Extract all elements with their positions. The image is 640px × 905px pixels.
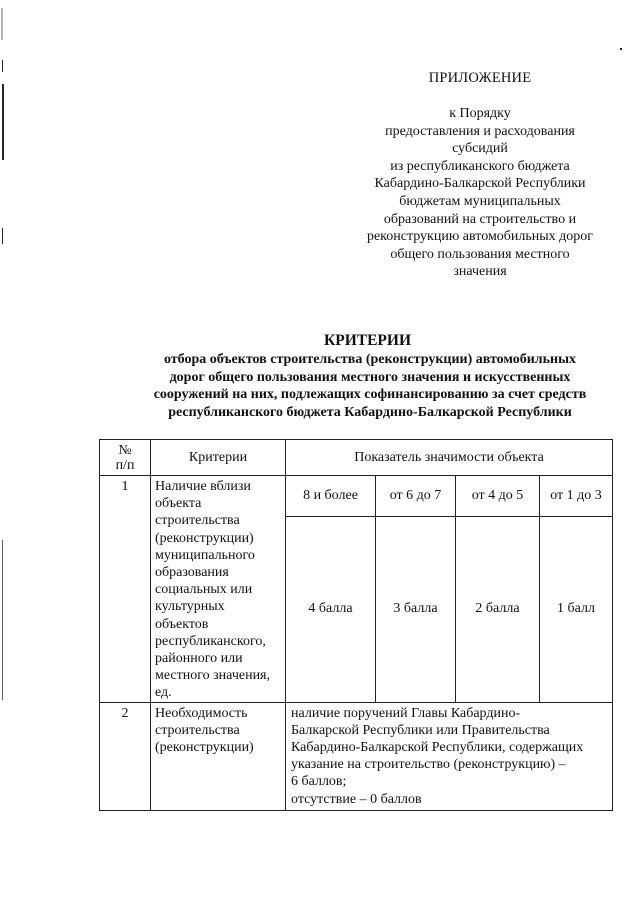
table-row xyxy=(100,476,613,517)
description-line: отсутствие – 0 баллов xyxy=(291,791,422,807)
criteria-line: строительства xyxy=(155,513,240,529)
criteria-title: КРИТЕРИИ xyxy=(323,332,412,349)
description-line: Кабардино-Балкарской Республики, содержащих xyxy=(291,740,584,756)
range-cell: от 6 до 7 xyxy=(376,476,456,517)
appendix-line: из республиканского бюджета xyxy=(390,158,570,174)
score-cell: 3 балла xyxy=(376,517,456,702)
table-header-row xyxy=(100,440,613,476)
table-row xyxy=(100,702,613,810)
appendix-line: значения xyxy=(453,264,507,280)
appendix-line: субсидий xyxy=(452,141,508,157)
criteria-line: районного или xyxy=(155,651,243,667)
score-cell: 2 балла xyxy=(456,517,540,702)
description-line: указание на строительство (реконструкцию) – xyxy=(291,757,566,773)
range-cell: от 4 до 5 xyxy=(456,476,540,517)
header-num-line1: № xyxy=(118,442,132,458)
criteria-line: социальных или xyxy=(155,582,253,598)
scan-mark-2 xyxy=(2,84,4,160)
row-description xyxy=(286,702,613,810)
criteria-line: культурных xyxy=(155,599,225,615)
criteria-line: республиканского, xyxy=(155,633,266,649)
criteria-line: ед. xyxy=(155,685,172,701)
scan-mark-1 xyxy=(2,60,3,72)
description-line: Балкарской Республики или Правительства xyxy=(291,722,550,738)
scan-mark-3 xyxy=(2,228,3,244)
header-num-line2: п/п xyxy=(115,457,135,473)
appendix-line: Кабардино-Балкарской Республики xyxy=(374,176,586,192)
criteria-line: муниципального xyxy=(155,547,255,563)
criteria-subtitle xyxy=(130,351,610,421)
criteria-line: (реконструкции) xyxy=(155,740,254,756)
criteria-subtitle-line: сооружений на них, подлежащих софинансированию за счет средств xyxy=(153,387,587,403)
appendix-subtitle xyxy=(352,105,608,281)
appendix-line: реконструкцию автомобильных дорог xyxy=(366,229,594,245)
score-cell: 1 балл xyxy=(540,517,613,702)
header-num xyxy=(100,440,151,476)
scan-mark-right xyxy=(620,48,622,50)
appendix-line: к Порядку xyxy=(449,106,511,121)
criteria-line: Наличие вблизи xyxy=(155,479,251,494)
range-cell: от 1 до 3 xyxy=(540,476,613,517)
criteria-line: объекта xyxy=(155,496,202,512)
row-num: 1 xyxy=(100,476,151,703)
row-criteria xyxy=(151,476,286,703)
row-num: 2 xyxy=(100,702,151,810)
header-indicator: Показатель значимости объекта xyxy=(286,440,613,476)
appendix-line: предоставления и расходования xyxy=(385,123,575,139)
criteria-subtitle-line: дорог общего пользования местного значения и искусственных xyxy=(169,369,571,385)
appendix-title: ПРИЛОЖЕНИЕ xyxy=(428,70,532,86)
criteria-line: (реконструкции) xyxy=(155,530,254,546)
description-line: наличие поручений Главы Кабардино- xyxy=(291,705,521,721)
description-line: 6 баллов; xyxy=(291,774,347,790)
scan-mark-top xyxy=(1,8,3,40)
criteria-table xyxy=(99,439,613,811)
appendix-line: образований на строительство и xyxy=(383,211,577,227)
header-criteria: Критерии xyxy=(151,440,286,476)
scan-mark-4 xyxy=(2,540,3,700)
score-cell: 4 балла xyxy=(286,517,376,702)
criteria-line: строительства xyxy=(155,722,240,738)
appendix-line: бюджетам муниципальных xyxy=(399,193,561,209)
criteria-line: объектов xyxy=(155,616,209,632)
criteria-line: Необходимость xyxy=(155,705,248,721)
criteria-line: местного значения, xyxy=(155,668,270,684)
row-criteria xyxy=(151,702,286,810)
criteria-subtitle-line: республиканского бюджета Кабардино-Балкарской Республики xyxy=(168,404,572,420)
appendix-line: общего пользования местного xyxy=(390,246,570,262)
range-cell: 8 и более xyxy=(286,476,376,517)
criteria-subtitle-line: отбора объектов строительства (реконструкции) автомобильных xyxy=(163,352,577,367)
criteria-line: образования xyxy=(155,565,229,581)
